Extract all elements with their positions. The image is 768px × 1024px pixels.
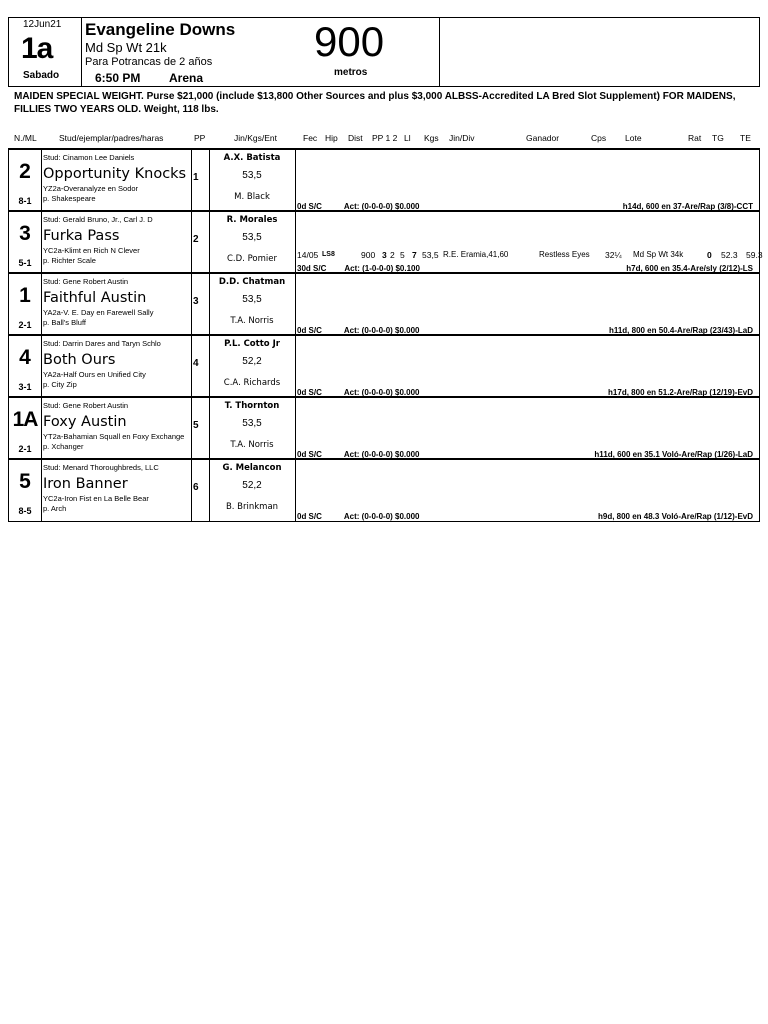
morning-line: 2-1: [18, 444, 32, 454]
weight: 53,5: [242, 418, 262, 429]
weight: 53,5: [242, 170, 262, 181]
race-class: Md Sp Wt 21k: [85, 40, 167, 55]
pedigree: [43, 308, 153, 328]
col-kgs: Kgs: [424, 133, 439, 143]
horse-name: Furka Pass: [43, 228, 120, 244]
morning-line: 5-1: [18, 258, 32, 268]
horse-name: Foxy Austin: [43, 414, 127, 430]
form-summary: 0d S/C Act: (0-0-0-0) $0.000: [297, 388, 420, 397]
trainer: M. Black: [234, 192, 270, 202]
owner: Stud: Cinamon Lee Daniels: [43, 153, 135, 162]
trainer: C.D. Pomier: [227, 254, 277, 264]
morning-line: 3-1: [18, 382, 32, 392]
post-position: 6: [193, 482, 199, 493]
jockey: G. Melancon: [222, 463, 282, 473]
trainer: T.A. Norris: [230, 316, 274, 326]
program-number: 1A: [12, 408, 38, 431]
horse-row: [8, 148, 760, 212]
race-distance: 900: [314, 18, 385, 65]
sire-dam: YT2a-Bahamian Squall en Foxy Exchange: [43, 432, 185, 441]
horse-row: [8, 458, 760, 522]
jockey: T. Thornton: [224, 401, 280, 411]
workout: h7d, 600 en 35.4-Are/sly (2/12)-LS: [626, 264, 753, 273]
jockey: R. Morales: [226, 215, 278, 225]
breeder: p. Richter Scale: [43, 256, 96, 265]
program-number: 3: [19, 222, 31, 245]
pedigree: [43, 432, 184, 452]
trainer: T.A. Norris: [230, 440, 274, 450]
race-date: 12Jun21: [23, 19, 62, 30]
col-jin: Jin/Kgs/Ent: [234, 133, 277, 143]
race-weekday: Sabado: [23, 70, 60, 81]
col-dist: Dist: [348, 133, 363, 143]
workout: h9d, 800 en 48.3 Voló-Are/Rap (1/12)-EvD: [597, 512, 753, 521]
program-number: 5: [19, 470, 31, 493]
weight: 53,5: [242, 294, 262, 305]
col-cps: Cps: [591, 133, 607, 143]
col-nml: N./ML: [14, 133, 37, 143]
horse-name: Opportunity Knocks: [43, 166, 187, 182]
form-summary: 0d S/C Act: (0-0-0-0) $0.000: [297, 326, 420, 335]
breeder: p. Shakespeare: [43, 194, 96, 203]
sire-dam: YZ2a-Overanalyze en Sodor: [43, 184, 139, 193]
surface: Arena: [169, 71, 204, 85]
sire-dam: YA2a-Half Ours en Unified City: [43, 370, 146, 379]
workout: h17d, 800 en 51.2-Are/Rap (12/19)-EvD: [608, 388, 753, 397]
track-name: Evangeline Downs: [85, 20, 236, 39]
form-summary: 0d S/C Act: (0-0-0-0) $0.000: [297, 202, 420, 211]
sire-dam: YC2a-Klimt en Rich N Clever: [43, 246, 140, 255]
form-summary: 0d S/C Act: (0-0-0-0) $0.000: [297, 450, 420, 459]
owner: Stud: Darrin Dares and Taryn Schlo: [43, 339, 161, 348]
pedigree: [43, 370, 146, 390]
breeder: p. Ball's Bluff: [43, 318, 86, 327]
horse-name: Both Ours: [43, 352, 116, 368]
horse-row: Stud: Gerald Bruno, Jr., Carl J. D 3 5-1 Furka Pass YC2a-Klimt en Rich N Clever p. Richter Scale 2 R. Morales 53,5 C.D. Pomier 14/05 LS8 900 3 2 5 7 53,5 R.E. Eramia,41,60 Restless Eyes 32¼ Md Sp Wt 34k 0 52.3 59.3 30d S/C Act: (1-0-0-0) $0.100 h7d, 600 en 35.4-Are/sly (2/12)-LS: [8, 210, 760, 274]
sire-dam: YC2a-Iron Fist en La Belle Bear: [43, 494, 149, 503]
workout: h11d, 800 en 50.4-Are/Rap (23/43)-LaD: [608, 326, 753, 335]
horse-name: Iron Banner: [43, 476, 128, 492]
col-ganador: Ganador: [526, 133, 560, 143]
morning-line: 2-1: [18, 320, 32, 330]
horse-name: Faithful Austin: [43, 290, 147, 306]
col-pp: PP: [194, 133, 206, 143]
morning-line: 8-5: [18, 506, 32, 516]
weight: 52,2: [242, 356, 262, 367]
horse-row: [8, 334, 760, 398]
col-hip: Hip: [325, 133, 338, 143]
col-tg: TG: [712, 133, 724, 143]
post-position: 3: [193, 296, 199, 307]
owner: Stud: Gene Robert Austin: [43, 277, 129, 286]
morning-line: 8-1: [18, 196, 32, 206]
post-position: 2: [193, 234, 199, 245]
jockey: D.D. Chatman: [218, 277, 286, 287]
post-position: 4: [193, 358, 199, 369]
pedigree: [43, 246, 140, 266]
col-stud: Stud/ejemplar/padres/haras: [59, 133, 164, 143]
horse-row: [8, 272, 760, 336]
breeder: p. Xchanger: [43, 442, 84, 451]
program-number: 1: [19, 284, 31, 307]
race-header: [8, 17, 760, 87]
col-te: TE: [740, 133, 751, 143]
weight: 53,5: [242, 232, 262, 243]
col-fec: Fec: [303, 133, 318, 143]
owner: Stud: Gene Robert Austin: [43, 401, 129, 410]
sire-dam: YA2a-V. E. Day en Farewell Sally: [43, 308, 154, 317]
col-jindiv: Jin/Div: [449, 133, 475, 143]
pedigree: [43, 494, 149, 514]
pedigree: [43, 184, 138, 204]
owner: Stud: Gerald Bruno, Jr., Carl J. D: [43, 215, 153, 224]
jockey: A.X. Batista: [223, 153, 281, 163]
col-rat: Rat: [688, 133, 702, 143]
breeder: p. City Zip: [43, 380, 77, 389]
race-conditions: MAIDEN SPECIAL WEIGHT. Purse $21,000 (include $13,800 Other Sources and plus $3,000 ALBSS-Accredited LA Bred Slot Supplement) FOR MAIDENS, FILLIES TWO YEARS OLD. Weight, 118 lbs.: [14, 91, 736, 115]
distance-unit: metros: [334, 67, 368, 78]
col-ll: Ll: [404, 133, 411, 143]
post-position: 5: [193, 420, 199, 431]
trainer: B. Brinkman: [225, 502, 279, 512]
weight: 52,2: [242, 480, 262, 491]
program-number: 4: [19, 346, 31, 369]
jockey: P.L. Cotto Jr: [224, 339, 280, 349]
workout: h11d, 600 en 35.1 Voló-Are/Rap (1/26)-LaD: [594, 450, 753, 459]
post-position: 1: [193, 172, 199, 183]
workout: h14d, 600 en 37-Are/Rap (3/8)-CCT: [622, 202, 753, 211]
horse-row: [8, 396, 760, 460]
program-number: 2: [19, 160, 31, 183]
form-summary: 0d S/C Act: (0-0-0-0) $0.000: [297, 512, 420, 521]
post-time: 6:50 PM: [95, 71, 141, 85]
race-description: Para Potrancas de 2 años: [85, 56, 213, 68]
col-lote: Lote: [625, 133, 642, 143]
form-summary: 30d S/C Act: (1-0-0-0) $0.100: [297, 264, 420, 273]
owner: Stud: Menard Thoroughbreds, LLC: [43, 463, 159, 472]
col-pp12: PP 1 2: [372, 133, 398, 143]
breeder: p. Arch: [43, 504, 67, 513]
trainer: C.A. Richards: [223, 378, 281, 388]
race-number: 1a: [21, 32, 53, 65]
